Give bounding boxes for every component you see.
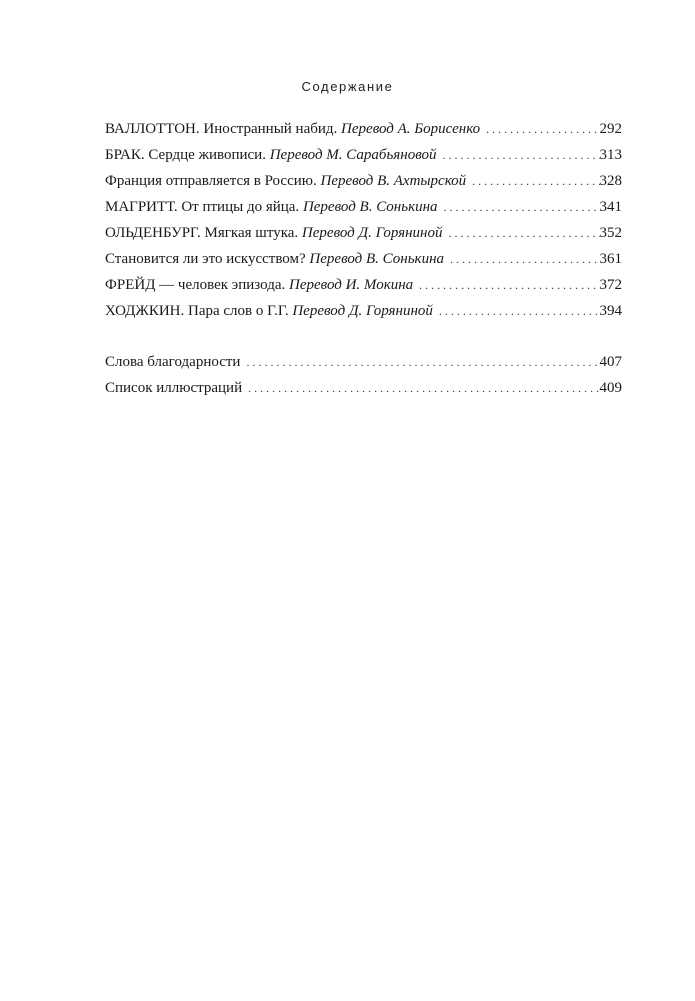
dot-leader [242,375,599,401]
entry-page-number: 407 [599,354,622,370]
entry-page-number: 352 [599,225,622,241]
entry-page-number: 409 [599,380,622,396]
entry-title: ВАЛЛОТТОН. Иностранный набид. [105,121,338,137]
toc-entry[interactable] [105,142,622,168]
toc-entry[interactable] [105,116,622,142]
entry-translator: Перевод Д. Горяниной [292,303,433,319]
entry-page-number: 313 [599,147,622,163]
entry-title: Список иллюстраций [105,380,243,396]
entry-title: ОЛЬДЕНБУРГ. Мягкая штука. [105,225,299,241]
dot-leader [437,142,600,168]
entry-title: Слова благодарности [105,354,241,370]
entry-title-group [105,272,413,298]
entry-page-number: 292 [599,121,622,137]
entry-title: Становится ли это искусством? [105,251,306,267]
entry-title-group [105,298,433,324]
entry-title-group [105,194,438,220]
entry-title-group [105,116,480,142]
entry-translator: Перевод Д. Горяниной [301,225,443,241]
dot-leader [466,168,599,194]
dot-leader [480,116,599,142]
entry-page-number: 361 [599,251,622,267]
entry-title: МАГРИТТ. От птицы до яйца. [105,199,300,215]
toc-entry[interactable] [105,375,622,401]
entry-title: ФРЕЙД — человек эпизода. [105,277,286,293]
toc-entry[interactable] [105,168,622,194]
toc-chapters [105,116,622,324]
entry-page-number: 394 [599,303,622,319]
entry-page-number: 328 [599,173,622,189]
contents-heading: Содержание [301,79,394,94]
entry-title-group [105,142,437,168]
entry-title-group [105,168,466,194]
dot-leader [413,272,599,298]
entry-translator: Перевод А. Борисенко [341,121,481,137]
entry-page-number: 372 [599,277,622,293]
entry-page-number: 341 [599,199,622,215]
entry-translator: Перевод В. Ахтырской [320,173,467,189]
entry-title: ХОДЖКИН. Пара слов о Г.Г. [105,303,289,319]
toc-entry[interactable] [105,349,622,375]
entry-title: БРАК. Сердце живописи. [105,147,266,163]
dot-leader [438,194,600,220]
entry-title: Франция отправляется в Россию. [105,173,317,189]
dot-leader [433,298,600,324]
entry-translator: Перевод В. Сонькина [309,251,445,267]
toc-entry[interactable] [105,246,622,272]
dot-leader [442,220,599,246]
entry-translator: Перевод М. Сарабьяновой [269,147,437,163]
entry-translator: Перевод В. Сонькина [302,199,438,215]
toc-back-matter [105,349,622,401]
toc-entry[interactable] [105,272,622,298]
entry-title-group [105,246,444,272]
dot-leader [240,349,599,375]
entry-translator: Перевод И. Мокина [288,277,414,293]
toc-entry[interactable] [105,220,622,246]
entry-title-group [105,220,442,246]
toc-entry[interactable] [105,298,622,324]
dot-leader [444,246,599,272]
toc-entry[interactable] [105,194,622,220]
